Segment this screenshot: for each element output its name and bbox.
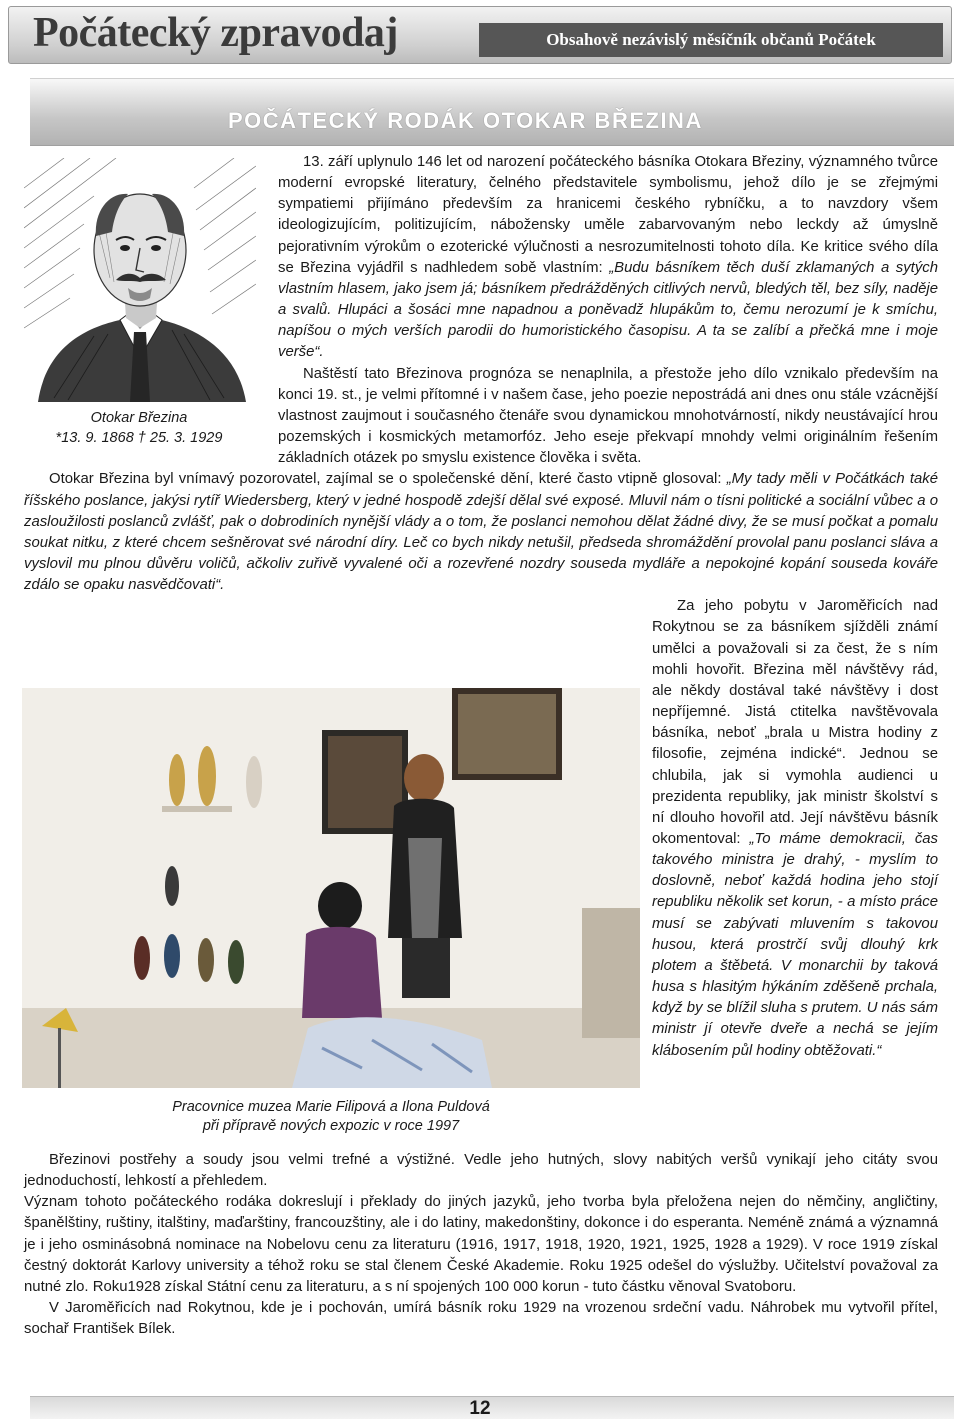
- portrait-spacer: [24, 152, 278, 460]
- lower-paragraph-1: Březinovi postřehy a soudy jsou velmi trefné a výstižné. Vedle jeho hutných, slovy nabitých veršů vynikají jeho citáty svou jednoduchostí, lehkostí a přehledem.: [24, 1152, 938, 1190]
- article-title: POČÁTECKÝ RODÁK OTOKAR BŘEZINA: [228, 108, 703, 133]
- article-paragraph-2: Naštěstí tato Březinova prognóza se nenaplnila, a přestože jeho dílo vznikalo především na konci 19. st., je velmi přítomné i v našem čase, jeho poezie nepostrádá ani dnes onu stále vzácnější vlastnost zaujmout i současného čtenáře svou dynamickou mnohotvárností, nikdy neustávající hrou pozemských i kosmických metamorfóz. Jeho eseje překvapí mnohdy velmi originálním řešením základních otázek po smyslu existence člověka i světa.: [278, 365, 938, 467]
- article-body: [24, 152, 938, 1076]
- portrait-caption-dates: *13. 9. 1868 † 25. 3. 1929: [55, 429, 223, 446]
- page-number: 12: [469, 1398, 491, 1419]
- portrait-caption-name: Otokar Březina: [90, 410, 188, 426]
- masthead: [8, 6, 952, 64]
- lower-paragraph-2: Význam tohoto počáteckého rodáka dokreslují i překlady do jiných jazyků, jeho tvorba byla přeložena nejen do němčiny, angličtiny, španělštiny, ruštiny, italštiny, maďarštiny, francouzštiny, ale i do latiny, makedonštiny, dokonce i do esperanta. Neméně známá a významná je i jeho osminásobná nominace na Nobelovu cenu za literaturu (1916, 1917, 1918, 1920, 1921, 1925, 1928 a 1929). V roce 1919 získal čestný doktorát Karlovy university a téhož roku se stal členem České Akademie. Roku 1925 odešel do výslužby. Učitelství považoval za nutné zlo. Roku1928 získal Státní cenu za literaturu, a s ní spojených 100 000 korun - tuto částku věnoval Svatoboru.: [24, 1194, 938, 1295]
- paragraph-3-text: Otokar Březina byl vnímavý pozorovatel, zajímal se o společenské dění, které často vtipně glosoval:: [49, 471, 727, 488]
- article-paragraph-3: [24, 469, 938, 596]
- newspaper-title: Počátecký zpravodaj: [33, 10, 398, 56]
- paragraph-1-quote: „Budu básníkem těch duší zklamaných a sytých vlastním hlasem, jako jsem já; básníkem předrážděných citlivých nervů, bledých těl, bez síly, naděje a svalů. Hlupáci a šosáci mne napadnou a poněvadž hlupákům to, čemu nerozumí je k smíchu, napíšou o mých verších parodii do humoristického časopisu. A ta se zalíbí a přečká mne i moje verše“.: [278, 259, 938, 361]
- photo-caption: [22, 1098, 640, 1136]
- paragraph-3-quote: „My tady měli v Počátkách také říšského poslance, jakýsi rytíř Wiedersberg, který v jedné hospodě zdejší dělal své exposé. Mluvil nám o tísni politické a sociální vůbec a o zasloužilosti poslanců zvlášť, pak o dobrodiních nynější vlády a o tom, že poslanci nemohou dělat žádné divy, že se musí počkat a pomalu soukat nitku, z které chcem sešněrovat své národní díry. Leč co bych nikdy netušil, předseda shromáždění provolal panu poslanci sláva a vyslovil mu plnou důvěru voličů, ačkoliv zuřivě vyvalené oči a rozevřené nozdry souseda mydláře a nepokojné kopání souseda kováře zdálo se opaku nasvědčovati“.: [24, 471, 939, 594]
- article-paragraph-4: [24, 596, 938, 1061]
- paragraph-4-text: Za jeho pobytu v Jaroměřicích nad Rokytnou se za básníkem sjížděli známí umělci a považovali si za čest, že s ním mohli hovořit. Březina měl návštěvy rád, ale někdy dostával také návštěvy i dost nepříjemné. Jistá ctitelka navštěvovala básníka, neboť „brala u Mistra hodiny z filosofie, zejména indické“. Jednou se chlubila, jak si vymohla audienci u prezidenta republiky, jak ministr školství s ní dlouho hovořil atd. Její návštěvu básník okomentoval:: [652, 598, 938, 847]
- article-lower: [24, 1150, 938, 1340]
- paragraph-1-text: 13. září uplynulo 146 let od narození počáteckého básníka Otokara Březiny, významného tvůrce moderní evropské literatury, čelného představitele symbolismu, jehož dílo je se zřejmými sympatiemi přijímáno především za hranicemi českého rybníčku, a to navzdory všem ideologizujícím, politizujícím, nábožensky uměle zabarvovaným nebo leckdy až úmyslně pejorativním výrokům o ezoterické výlučnosti a nesrozumitelnosti tohoto díla. Ke kritice svého díla se Březina vyjádřil s nadhledem sobě vlastním:: [278, 154, 938, 276]
- photo-spacer: [24, 600, 652, 1076]
- photo-caption-line1: Pracovnice muzea Marie Filipová a Ilona Puldová: [172, 1099, 490, 1115]
- paragraph-4-quote: „To máme demokracii, čas takového ministra je drahý, - myslím to doslovně, neboť každá hodina jeho stojí republiku několik set korun, - a místo práce musí se zabývati mluvením s takovou husou, která prostrčí svůj dlouhý krk plotem a štěbetá. V monarchii by taková husa s hlasitým hýkáním zděšeně prchala, když by se blížil sluha s prutem. U nás sám ministr jí otevře dveře a nechá se jejím klábosením půl hodiny obtěžovati.“: [652, 831, 938, 1059]
- lower-paragraph-3: V Jaroměřicích nad Rokytnou, kde je i pochován, umírá básník roku 1929 na vrozenou srdeční vadu. Náhrobek mu vytvořil přítel, sochař František Bílek.: [24, 1300, 938, 1338]
- photo-caption-line2: při přípravě nových expozic v roce 1997: [202, 1118, 460, 1134]
- newspaper-tagline: Obsahově nezávislý měsíčník občanů Počátek: [479, 23, 943, 57]
